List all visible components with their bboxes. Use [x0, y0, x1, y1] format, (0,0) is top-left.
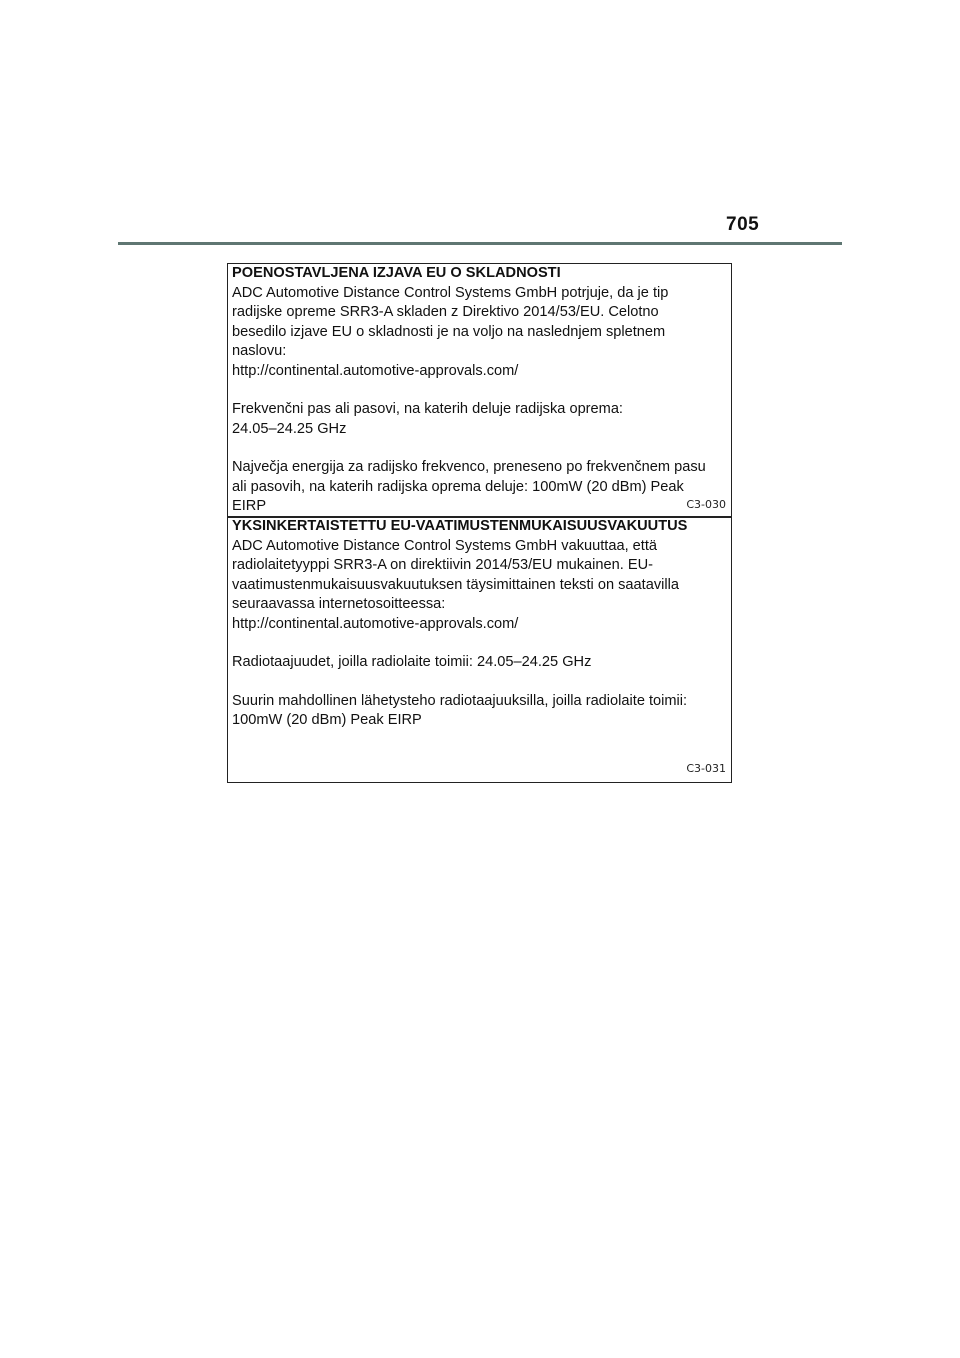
figure-code: C3-031	[686, 761, 726, 775]
section-frequency: Radiotaajuudet, joilla radiolaite toimii: 24.05–24.25 GHz	[232, 654, 592, 670]
section-intro: ADC Automotive Distance Control Systems GmbH potrjuje, da je tip radijske opreme SRR3-A skladen z Direktivo 2014/53/EU. Celotno besedilo izjave EU o skladnosti je na voljo na naslednjem spletnem naslovu: http://continental.automotive-approvals.com/	[232, 284, 669, 379]
section-intro: ADC Automotive Distance Control Systems GmbH vakuuttaa, että radiolaitetyyppi SRR3-A on direktiivin 2014/53/EU mukainen. EU- vaatimustenmukaisuusvakuutuksen täysimittainen teksti on saatavilla seuraavassa internetosoitteessa: http://continental.automotive-approvals.com/	[232, 537, 679, 632]
declaration-slovenian	[228, 264, 730, 516]
figure-code: C3-030	[686, 497, 726, 511]
page-number: 705	[726, 214, 760, 235]
section-frequency: Frekvenčni pas ali pasovi, na katerih deluje radijska oprema: 24.05–24.25 GHz	[232, 401, 623, 437]
paragraph-gap	[232, 381, 726, 400]
section-heading: YKSINKERTAISTETTU EU-VAATIMUSTENMUKAISUUSVAKUUTUS	[232, 518, 688, 534]
section-power: Suurin mahdollinen lähetysteho radiotaajuuksilla, joilla radiolaite toimii: 100mW (20 dBm) Peak EIRP	[232, 692, 688, 728]
declaration-finnish	[228, 517, 730, 782]
paragraph-gap	[232, 439, 726, 458]
section-power: Največja energija za radijsko frekvenco, preneseno po frekvenčnem pasu ali pasovih, na katerih radijska oprema deluje: 100mW (20 dBm) Peak EIRP	[232, 459, 706, 514]
paragraph-gap	[232, 673, 726, 692]
paragraph-gap	[232, 634, 726, 653]
declaration-box	[227, 263, 732, 783]
header-rule	[118, 242, 842, 245]
section-heading: POENOSTAVLJENA IZJAVA EU O SKLADNOSTI	[232, 265, 561, 281]
